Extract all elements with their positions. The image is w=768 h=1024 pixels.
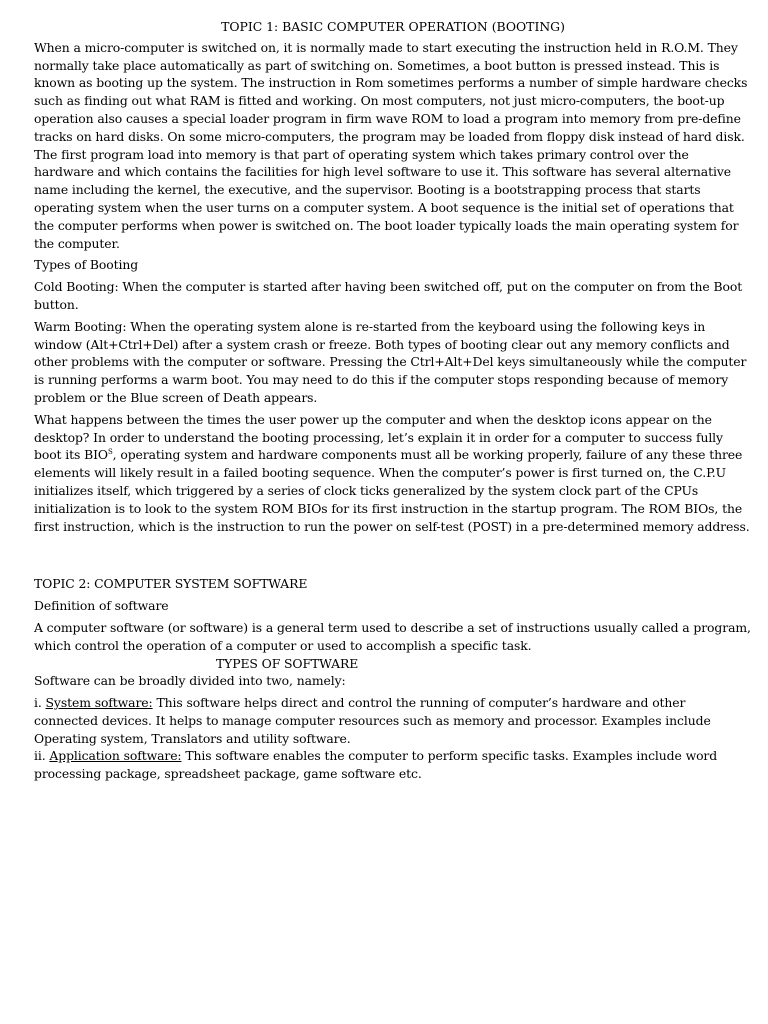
definition-paragraph: A computer software (or software) is a general term used to describe a set of instructions usually called a program, which control the operation of a computer or used to accomplish a specific task. [34, 619, 751, 653]
system-software-prefix: i. [34, 695, 46, 711]
topic1-title: TOPIC 1: BASIC COMPUTER OPERATION (BOOTING) [221, 19, 565, 34]
application-software-paragraph [34, 747, 752, 783]
application-software-text: This software enables the computer to perform specific tasks. Examples include word processing package, spreadsheet package, game software etc. [34, 748, 718, 782]
bios-superscript: S [107, 448, 113, 457]
booting-process-text-a: What happens between the times the user power up the computer and when the desktop icons appear on the desktop? In order to understand the booting processing, let’s explain it in order for a computer to success fully boot its BIO [34, 411, 723, 463]
document-page [34, 18, 752, 783]
warm-booting-paragraph: Warm Booting: When the operating system alone is re-started from the keyboard using the following keys in window (Alt+Ctrl+Del) after a system crash or freeze. Both types of booting clear out any memory conflicts and other problems with the computer or software. Pressing the Ctrl+Alt+Del keys simultaneously while the computer is running performs a warm boot. You may need to do this if the computer stops responding because of memory problem or the Blue screen of Death appears. [34, 318, 747, 405]
types-of-software-heading-text: TYPES OF SOFTWARE [216, 655, 359, 671]
application-software-label: Application software: [49, 748, 182, 764]
booting-process-paragraph [34, 411, 752, 536]
booting-process-text-b: , operating system and hardware components must all be working properly, failure of any these three elements will likely result in a failed booting sequence. When the computer’s power is first turned on, the C.P.U initializes itself, which triggered by a series of clock ticks generalized by the system clock part of the CPUs initialization is to look to the system ROM BIOs for its first instruction in the startup program. The ROM BIOs, the first instruction, which is the instruction to run the power on self-test (POST) in a pre-determined memory address. [34, 447, 750, 534]
types-of-software-heading [34, 655, 752, 673]
cold-booting-paragraph: Cold Booting: When the computer is started after having been switched off, put on the computer on from the Boot button. [34, 279, 743, 312]
software-divided-line: Software can be broadly divided into two, namely: [34, 673, 346, 689]
application-software-prefix: ii. [34, 748, 50, 764]
topic2-title: TOPIC 2: COMPUTER SYSTEM SOFTWARE [34, 576, 308, 592]
definition-heading: Definition of software [34, 598, 169, 614]
topic1-intro-paragraph: When a micro-computer is switched on, it is normally made to start executing the instruction held in R.O.M. They normally take place automatically as part of switching on. Sometimes, a boot button is pressed instead. This is known as booting up the system. The instruction in Rom sometimes performs a number of simple hardware checks such as finding out what RAM is fitted and working. On most computers, not just micro-computers, the boot-up operation also causes a special loader program in firm wave ROM to load a program into memory from pre-define tracks on hard disks. On some micro-computers, the program may be loaded from floppy disk instead of hard disk. The first program load into memory is that part of operating system which takes primary control over the hardware and which contains the facilities for high level software to use it. This software has several alternative name including the kernel, the executive, and the supervisor. Booting is a bootstrapping process that starts operating system when the user turns on a computer system. A boot sequence is the initial set of operations that the computer performs when power is switched on. The boot loader typically loads the main operating system for the computer. [34, 39, 748, 251]
system-software-text: This software helps direct and control the running of computer’s hardware and other connected devices. It helps to manage computer resources such as memory and processor. Examples include Operating system, Translators and utility software. [34, 695, 711, 746]
types-of-booting-heading: Types of Booting [34, 257, 139, 273]
system-software-paragraph [34, 694, 752, 747]
system-software-label: System software: [45, 695, 153, 711]
